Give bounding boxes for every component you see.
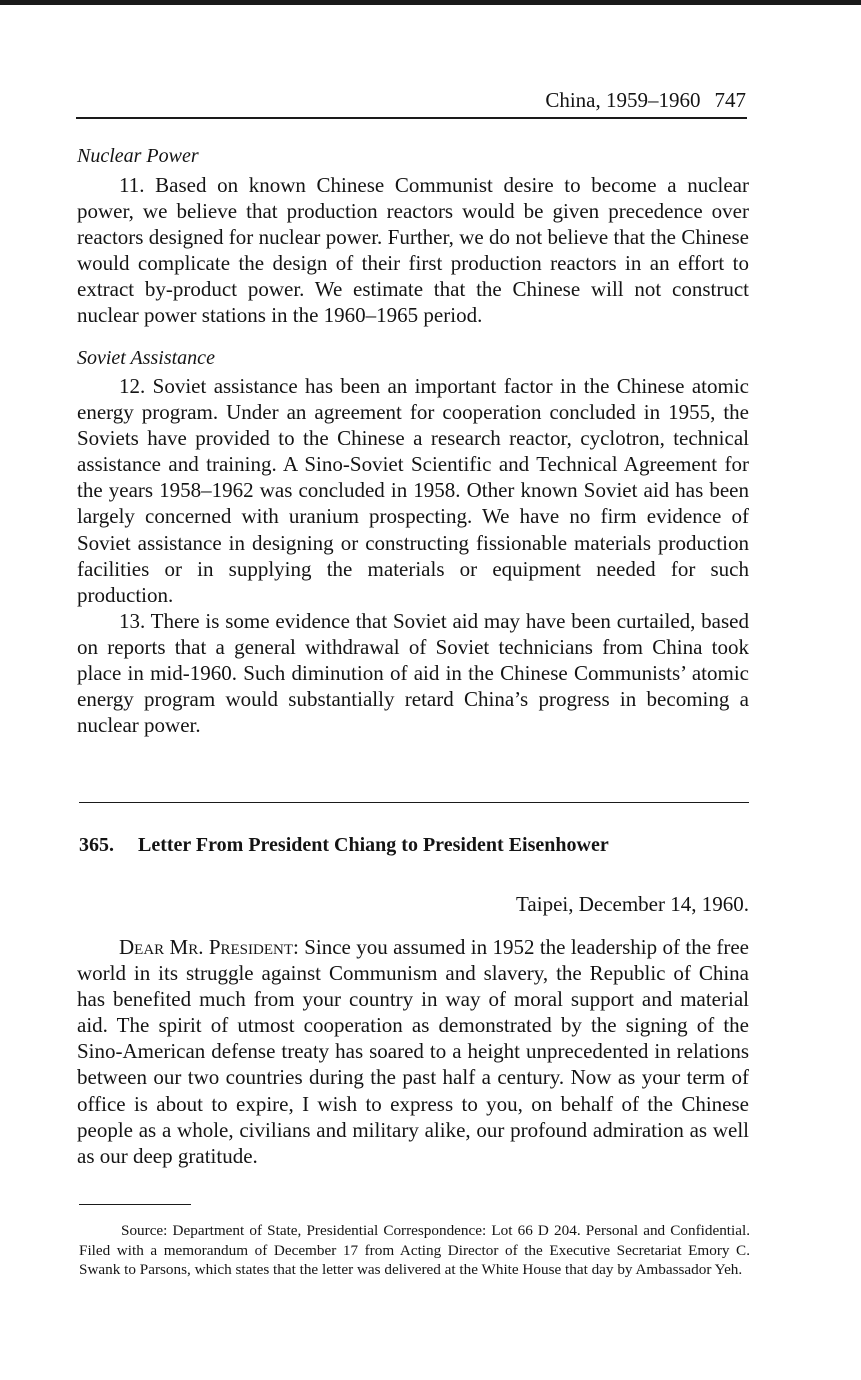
page-top-edge <box>0 0 861 5</box>
document-title-text: Letter From President Chiang to President Eisenhower <box>138 834 609 856</box>
letter-body <box>77 934 749 1169</box>
page-number: 747 <box>714 88 746 112</box>
paragraph-11: 11. Based on known Chinese Communist desire to become a nuclear power, we believe that production reactors would be given precedence over reactors designed for nuclear power. Further, we do not believe that the Chinese would complicate the design of their first production reactors in an effort to extract by-product power. We estimate that the Chinese will not construct nuclear power stations in the 1960–1965 period. <box>77 173 749 328</box>
dateline: Taipei, December 14, 1960. <box>516 892 749 916</box>
running-header <box>76 86 746 114</box>
document-number: 365. <box>79 834 114 856</box>
letter-body-text: Since you assumed in 1952 the leadership of the free world in its struggle against Communism and slavery, the Republic of China has benefited much from your country in way of moral support and material aid. The spirit of utmost cooperation as demonstrated by the signing of the Sino-American defense treaty has soared to a height unprecedented in relations between our two countries during the past half a century. Now as your term of office is about to expire, I wish to express to you, on behalf of the Chinese people as a whole, civilians and military alike, our profound admiration as well as our deep gratitude. <box>77 935 750 1168</box>
paragraph-13: 13. There is some evidence that Soviet aid may have been curtailed, based on reports that a general withdrawal of Soviet technicians from China took place in mid-1960. Such diminution of aid in the Chinese Communists’ atomic energy program would substantially retard China’s progress in becoming a nuclear power. <box>77 609 749 738</box>
running-title: China, 1959–1960 <box>545 88 701 112</box>
source-footnote: Source: Department of State, Presidential Correspondence: Lot 66 D 204. Personal and Confidential. Filed with a memorandum of December 17 from Acting Director of the Executive Secretariat Emory C. Swank to Parsons, which states that the letter was delivered at the White House that day by Ambassador Yeh. <box>79 1222 750 1278</box>
header-rule <box>76 117 747 119</box>
section-heading-soviet-assistance: Soviet Assistance <box>77 347 215 369</box>
footnote-rule <box>79 1204 191 1205</box>
salutation: Dear Mr. President: <box>119 935 299 959</box>
paragraph-12: 12. Soviet assistance has been an important factor in the Chinese atomic energy program. Under an agreement for cooperation concluded in 1955, the Soviets have provided to the Chinese a research reactor, cyclotron, technical assistance and training. A Sino-Soviet Scientific and Technical Agreement for the years 1958–1962 was concluded in 1958. Other known Soviet aid has been largely concerned with uranium prospecting. We have no firm evidence of Soviet assistance in designing or constructing fissionable materials production facilities or in supplying the materials or equipment needed for such production. <box>77 374 749 607</box>
section-heading-nuclear-power: Nuclear Power <box>77 145 199 167</box>
document-separator-rule <box>79 802 749 803</box>
document-title <box>79 832 609 858</box>
